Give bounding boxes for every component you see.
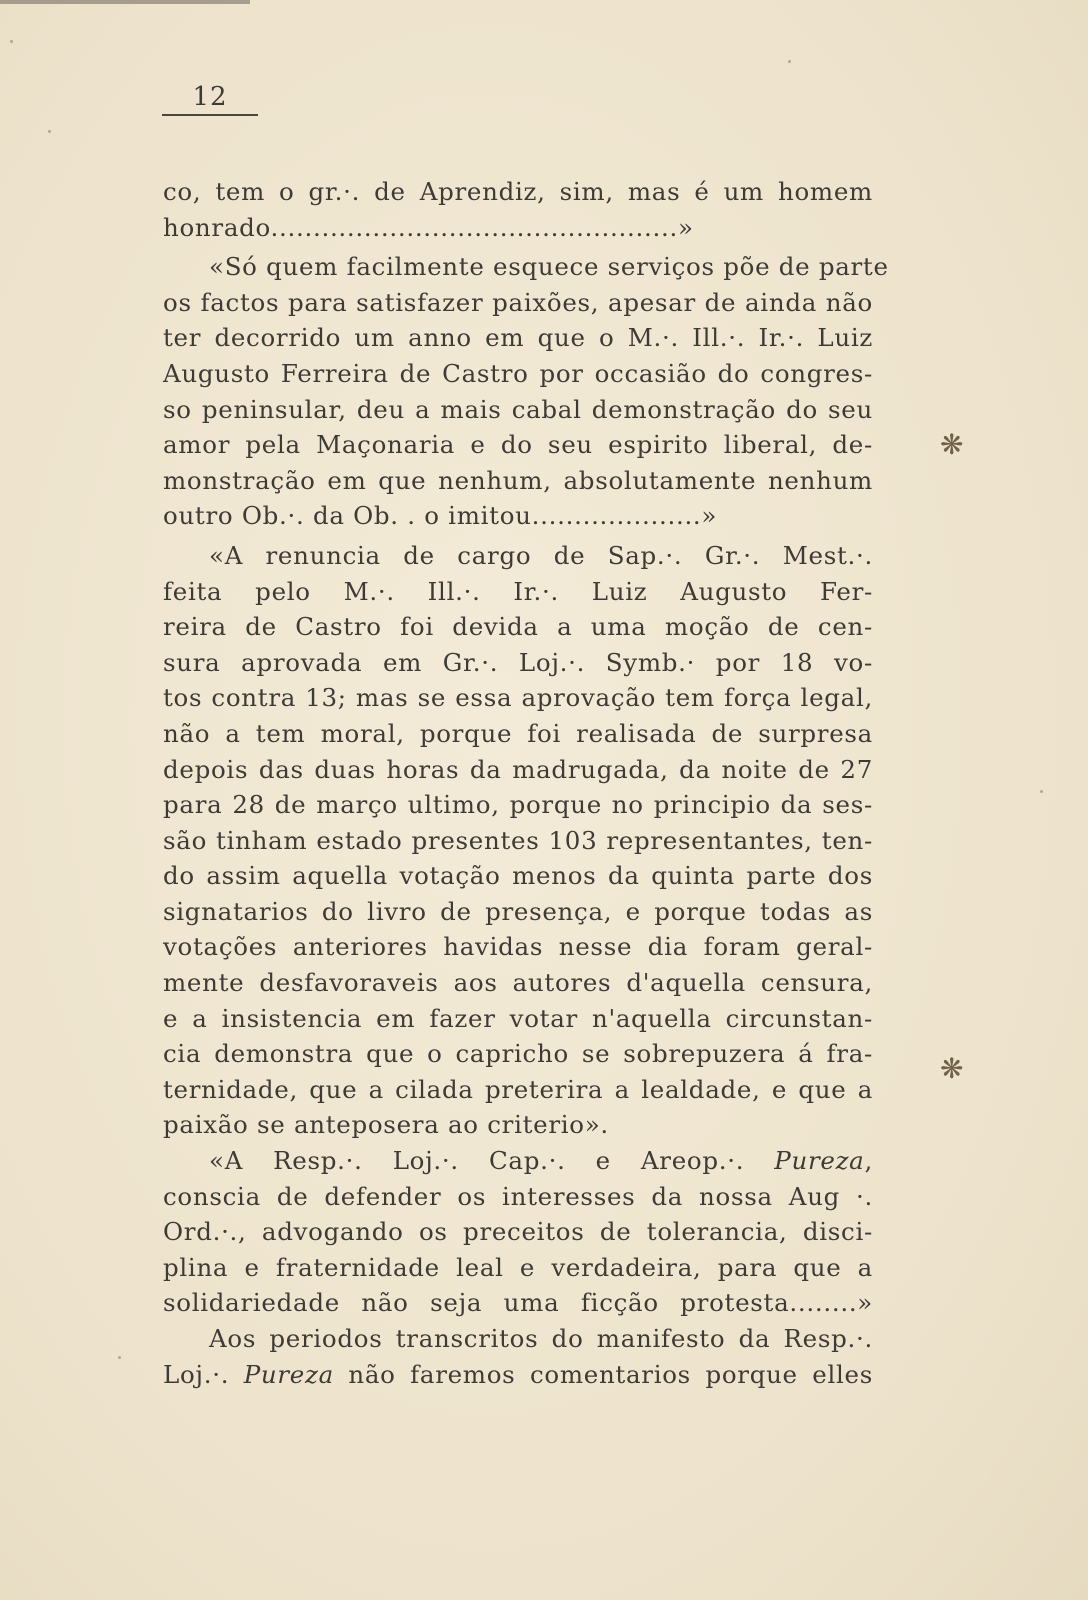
text-line: signatarios do livro de presença, e porque todas as xyxy=(163,896,873,926)
text-line: depois das duas horas da madrugada, da noite de 27 xyxy=(163,754,873,784)
text-line: feita pelo M.·. Ill.·. Ir.·. Luiz Augusto Fer- xyxy=(163,576,873,606)
text-line: Aos periodos transcritos do manifesto da Resp.·. xyxy=(209,1324,873,1353)
text-line: do assim aquella votação menos da quinta parte dos xyxy=(163,861,873,891)
text-line: reira de Castro foi devida a uma moção de cen- xyxy=(163,612,873,642)
text-line: solidariedade não seja uma ficção protesta........» xyxy=(163,1288,873,1318)
text-line: «Só quem facilmente esquece serviços põe de parte xyxy=(209,252,889,282)
text-line: co, tem o gr.·. de Aprendiz, sim, mas é um homem xyxy=(163,177,873,206)
text-line: para 28 de março ultimo, porque no principio da ses- xyxy=(163,790,873,820)
text-line: Ord.·., advogando os preceitos de tolerancia, disci- xyxy=(163,1217,873,1247)
text-line: honrado................................................» xyxy=(163,212,694,242)
text-line: sura aprovada em Gr.·. Loj.·. Symb.· por 18 vo- xyxy=(163,647,873,677)
text-line: não a tem moral, porque foi realisada de surpresa xyxy=(163,718,873,748)
italic-word: Pureza xyxy=(774,1146,865,1176)
text-line: plina e fraternidade leal e verdadeira, para que a xyxy=(163,1252,873,1282)
text-line: votações anteriores havidas nesse dia foram geral- xyxy=(163,932,873,962)
paper-speck xyxy=(118,1356,121,1359)
text-line: «A Resp.·. Loj.·. Cap.·. e Areop.·. Pureza, xyxy=(209,1146,873,1176)
text-line: e a insistencia em fazer votar n'aquella circunstan- xyxy=(163,1003,873,1033)
margin-stamp-icon: ❋ xyxy=(940,1052,964,1085)
paper-speck xyxy=(10,40,13,43)
paper-speck xyxy=(788,60,791,63)
top-edge-rule xyxy=(0,0,250,4)
text-line: so peninsular, deu a mais cabal demonstração do seu xyxy=(163,394,873,424)
text-line: cia demonstra que o capricho se sobrepuzera á fra- xyxy=(163,1039,873,1069)
text-line: «A renuncia de cargo de Sap.·. Gr.·. Mest.·. xyxy=(209,540,873,570)
text-line: ter decorrido um anno em que o M.·. Ill.·. Ir.·. Luiz xyxy=(163,323,873,353)
text-line: mente desfavoraveis aos autores d'aquella censura, xyxy=(163,968,873,998)
paper-speck xyxy=(1040,790,1043,793)
text-line: Loj.·. Pureza não faremos comentarios porque elles xyxy=(163,1359,873,1389)
text-line: conscia de defender os interesses da nossa Aug ·. xyxy=(163,1181,873,1211)
text-line: outro Ob.·. da Ob. . o imitou....................» xyxy=(163,501,718,531)
text-line: são tinham estado presentes 103 representantes, ten- xyxy=(163,825,873,855)
text-line: tos contra 13; mas se essa aprovação tem força legal, xyxy=(163,683,873,713)
text-line: amor pela Maçonaria e do seu espirito liberal, de- xyxy=(163,430,873,460)
italic-word: Pureza xyxy=(243,1359,334,1389)
margin-stamp-icon: ❋ xyxy=(940,428,964,461)
text-line: paixão se anteposera ao criterio». xyxy=(163,1110,609,1140)
text-line: os factos para satisfazer paixões, apesar de ainda não xyxy=(163,287,873,317)
text-line: ternidade, que a cilada preterira a lealdade, e que a xyxy=(163,1074,873,1104)
text-line: monstração em que nenhum, absolutamente nenhum xyxy=(163,465,873,495)
page-number: 12 xyxy=(162,82,258,116)
body-text xyxy=(163,174,889,1392)
text-line: Augusto Ferreira de Castro por occasião do congres- xyxy=(163,358,873,388)
paper-speck xyxy=(48,130,51,133)
